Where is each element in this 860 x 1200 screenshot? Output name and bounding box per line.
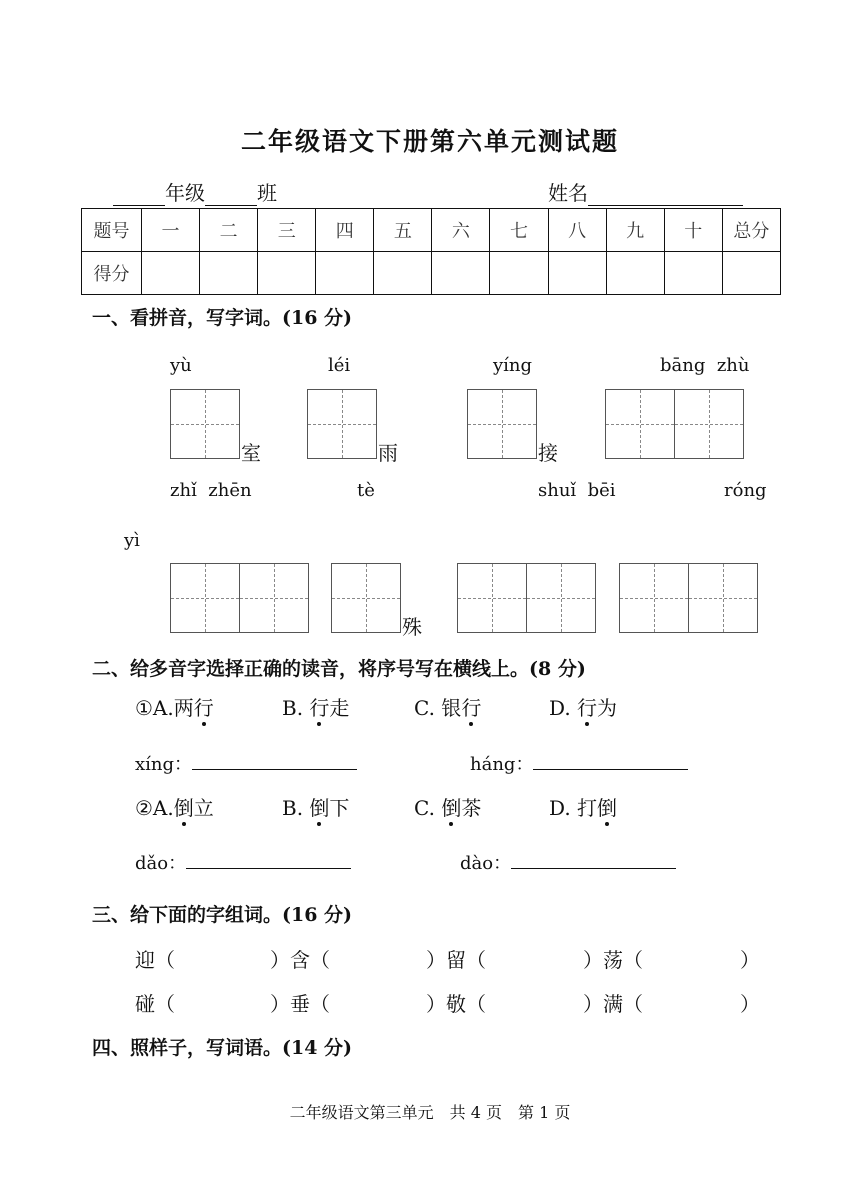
character-box[interactable] [331, 563, 401, 633]
word-prompt: ） [740, 948, 760, 972]
character-box[interactable] [307, 389, 377, 459]
answer-label: dào： [460, 853, 512, 874]
score-table [81, 208, 781, 295]
pinyin-label: bāng zhù [660, 355, 750, 376]
name-line [548, 177, 743, 206]
grade-blank[interactable] [113, 185, 165, 206]
option-text: ②A. [135, 796, 174, 820]
score-cell[interactable] [258, 252, 316, 295]
column-header: 一 [142, 209, 200, 252]
answer-label: xíng： [135, 754, 193, 775]
grid-cell [689, 564, 757, 632]
score-cell[interactable] [432, 252, 490, 295]
given-character: 殊 [402, 615, 422, 639]
option-text: ①A.两 [135, 696, 194, 720]
answer-blank[interactable] [192, 753, 357, 770]
option-a[interactable] [135, 692, 214, 721]
option-text: D. 打 [549, 796, 598, 820]
name-label: 姓名 [548, 181, 588, 205]
score-cell[interactable] [664, 252, 722, 295]
column-header: 七 [490, 209, 548, 252]
column-header: 四 [316, 209, 374, 252]
answer-label: háng： [470, 754, 534, 775]
pinyin-label: yíng [493, 355, 533, 376]
character-box[interactable] [467, 389, 537, 459]
class-label: 班 [257, 181, 277, 205]
option-text: 茶 [461, 796, 482, 820]
grid-cell [606, 390, 674, 458]
option-b[interactable] [282, 792, 349, 821]
page-footer: 二年级语文第三单元 共 4 页 第 1 页 [289, 1103, 571, 1122]
dotted-character: 行 [577, 696, 598, 720]
grid-cell [171, 564, 239, 632]
option-text: B. [282, 696, 310, 720]
given-character: 室 [241, 441, 261, 465]
option-text: 为 [597, 696, 618, 720]
word-prompt: 迎（ [135, 948, 175, 972]
given-character: 接 [538, 441, 558, 465]
score-cell[interactable] [606, 252, 664, 295]
score-cell[interactable] [316, 252, 374, 295]
score-cell[interactable] [722, 252, 780, 295]
pinyin-label: yù [170, 355, 192, 376]
word-prompt: ）含（ [270, 948, 330, 972]
score-cell[interactable] [548, 252, 606, 295]
grid-cell [468, 390, 536, 458]
pinyin-label: yì [124, 530, 140, 551]
grid-cell [458, 564, 526, 632]
dotted-character: 倒 [173, 796, 194, 820]
word-prompt: ）垂（ [270, 992, 330, 1016]
column-header: 九 [606, 209, 664, 252]
character-box-double[interactable] [170, 563, 309, 633]
section2-heading: 二、给多音字选择正确的读音，将序号写在横线上。(8 分) [92, 658, 586, 680]
answer-blank[interactable] [186, 852, 351, 869]
grid-cell [527, 564, 595, 632]
option-c[interactable] [414, 792, 481, 821]
row-header-score: 得分 [82, 252, 142, 295]
column-header: 三 [258, 209, 316, 252]
option-text: D. [549, 696, 578, 720]
word-prompt: ）敬（ [426, 992, 486, 1016]
column-header: 二 [200, 209, 258, 252]
option-c[interactable] [414, 692, 481, 721]
grid-cell [332, 564, 400, 632]
word-prompt: ）留（ [426, 948, 486, 972]
word-prompt: ）满（ [583, 992, 643, 1016]
pinyin-label: shuǐ bēi [538, 480, 616, 501]
dotted-character: 行 [193, 696, 214, 720]
option-b[interactable] [282, 692, 349, 721]
page-title: 二年级语文下册第六单元测试题 [240, 127, 619, 156]
grid-cell [620, 564, 688, 632]
word-prompt: 碰（ [135, 992, 175, 1016]
score-cell[interactable] [200, 252, 258, 295]
column-header: 六 [432, 209, 490, 252]
word-prompt: ）荡（ [583, 948, 643, 972]
answer-label: dǎo： [135, 853, 187, 874]
option-text: 立 [193, 796, 214, 820]
score-cell[interactable] [374, 252, 432, 295]
grade-label: 年级 [165, 181, 205, 205]
option-text: B. [282, 796, 310, 820]
section1-heading: 一、看拼音，写字词。(16 分) [92, 307, 353, 329]
dotted-character: 倒 [309, 796, 330, 820]
dotted-character: 行 [309, 696, 330, 720]
character-box-double[interactable] [605, 389, 744, 459]
character-box-double[interactable] [457, 563, 596, 633]
pinyin-label: róng [724, 480, 767, 501]
dotted-character: 行 [461, 696, 482, 720]
score-table-header-row [82, 209, 781, 252]
column-header: 五 [374, 209, 432, 252]
column-header: 八 [548, 209, 606, 252]
character-box-double[interactable] [619, 563, 758, 633]
answer-xing [135, 750, 357, 776]
column-header: 总分 [722, 209, 780, 252]
score-cell[interactable] [142, 252, 200, 295]
grid-cell [675, 390, 743, 458]
given-character: 雨 [378, 441, 398, 465]
class-blank[interactable] [205, 185, 257, 206]
option-a[interactable] [135, 792, 214, 821]
character-box[interactable] [170, 389, 240, 459]
section3-heading: 三、给下面的字组词。(16 分) [92, 904, 353, 926]
row-header-question: 题号 [82, 209, 142, 252]
answer-blank[interactable] [511, 852, 676, 869]
pinyin-label: zhǐ zhēn [170, 480, 252, 501]
name-blank[interactable] [588, 185, 743, 206]
answer-dao4 [460, 849, 676, 875]
grid-cell [171, 390, 239, 458]
column-header: 十 [664, 209, 722, 252]
option-d[interactable] [549, 692, 617, 721]
pinyin-label: tè [357, 480, 375, 501]
grid-cell [240, 564, 308, 632]
answer-blank[interactable] [533, 753, 688, 770]
option-d[interactable] [549, 792, 617, 821]
word-prompt: ） [740, 992, 760, 1016]
answer-dao3 [135, 849, 351, 875]
dotted-character: 倒 [441, 796, 462, 820]
dotted-character: 倒 [597, 796, 618, 820]
grid-cell [308, 390, 376, 458]
answer-hang [470, 750, 688, 776]
option-text: C. 银 [414, 696, 462, 720]
option-text: 下 [329, 796, 350, 820]
pinyin-label: léi [328, 355, 351, 376]
score-table-score-row [82, 252, 781, 295]
section4-heading: 四、照样子，写词语。(14 分) [92, 1037, 353, 1059]
option-text: C. [414, 796, 442, 820]
option-text: 走 [329, 696, 350, 720]
score-cell[interactable] [490, 252, 548, 295]
grade-class-line [113, 177, 277, 206]
